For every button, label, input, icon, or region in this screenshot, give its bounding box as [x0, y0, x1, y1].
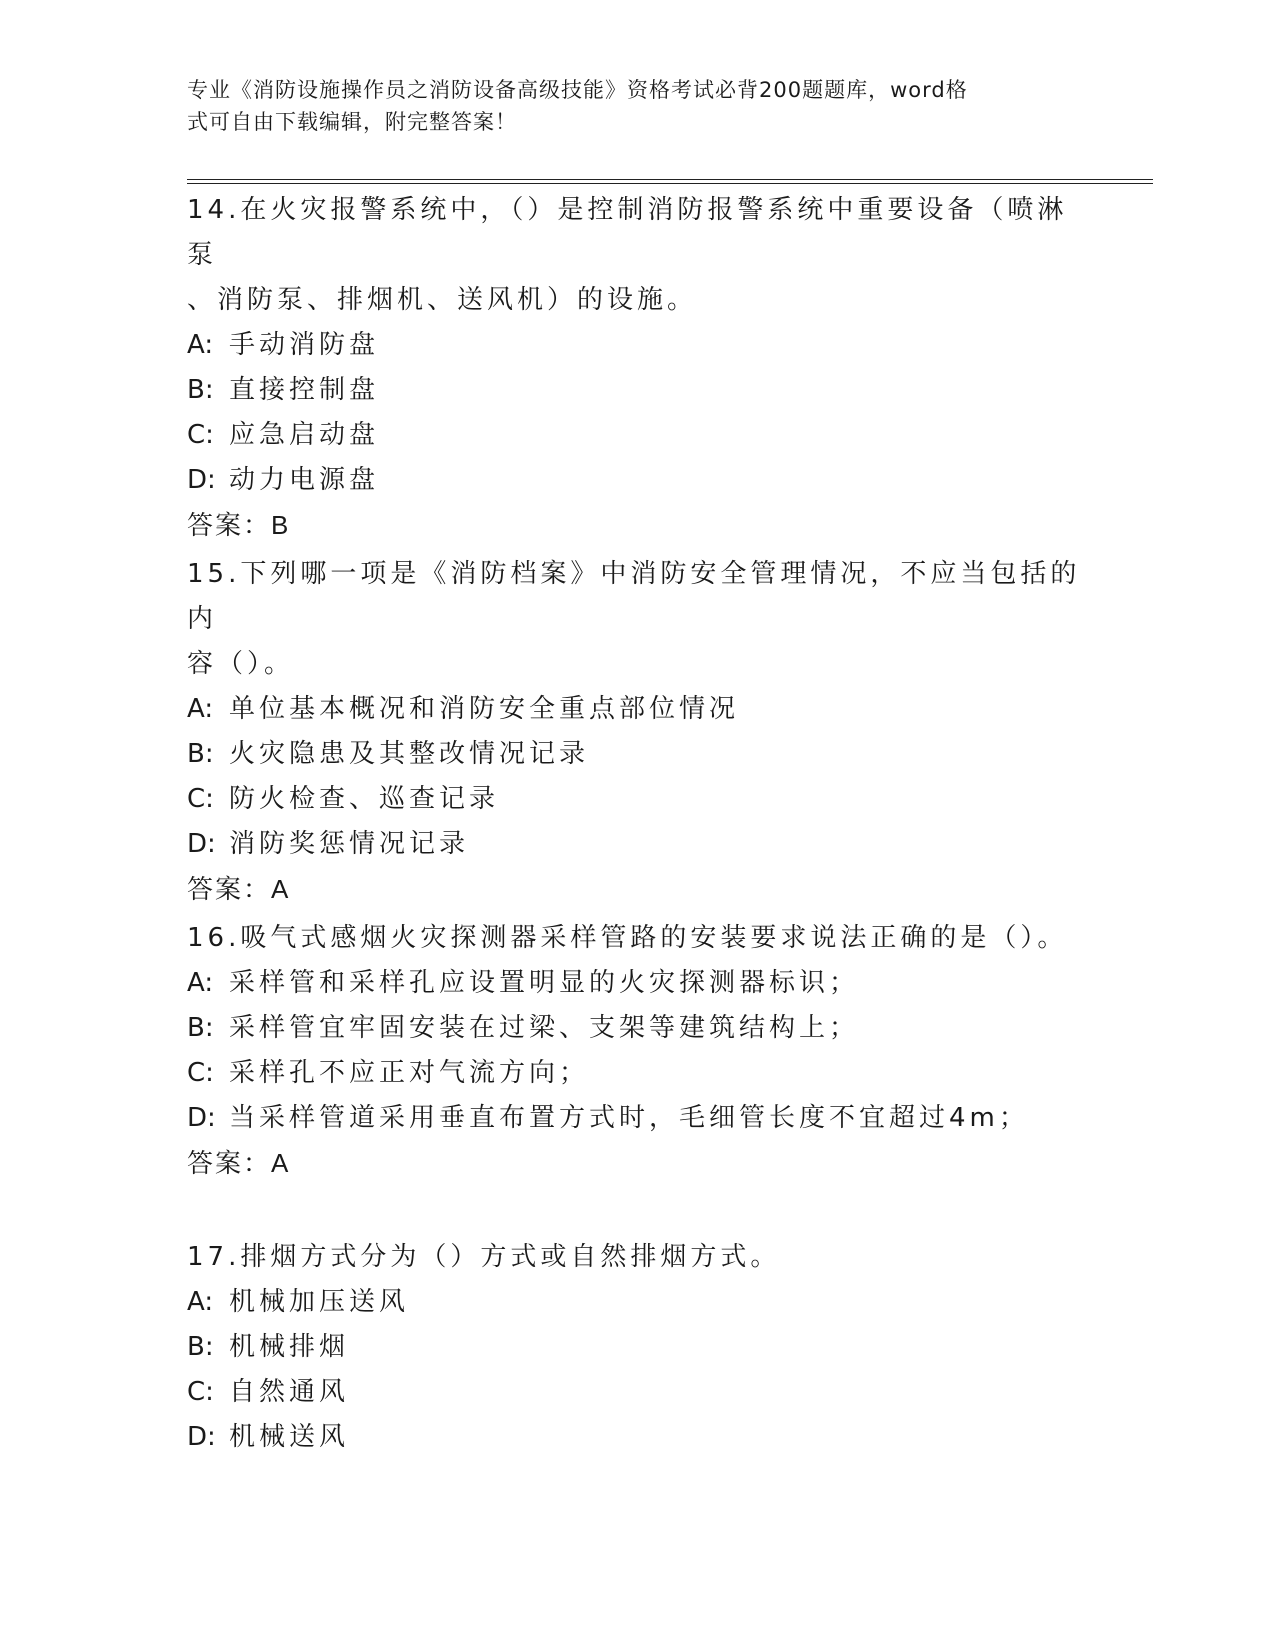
option-b — [187, 1006, 1087, 1051]
option-key: B: — [187, 1013, 214, 1043]
question-stem: 15.下列哪一项是《消防档案》中消防安全管理情况，不应当包括的内 — [187, 559, 1081, 634]
option-text: 自然通风 — [229, 1377, 350, 1407]
option-key: A: — [187, 694, 214, 724]
option-text: 机械加压送风 — [229, 1287, 410, 1317]
option-c — [187, 413, 1087, 458]
option-text: 防火检查、巡查记录 — [229, 784, 500, 814]
option-text: 机械送风 — [229, 1422, 350, 1452]
header-line-1: 专业《消防设施操作员之消防设备高级技能》资格考试必背200题题库，word格 — [187, 78, 968, 102]
option-d — [187, 1096, 1087, 1141]
option-text: 采样孔不应正对气流方向； — [229, 1058, 590, 1088]
question-stem-continued: 容（）。 — [187, 649, 295, 679]
option-c — [187, 1370, 1087, 1415]
option-key: B: — [187, 739, 214, 769]
option-key: C: — [187, 1058, 214, 1088]
document-header — [187, 74, 1087, 138]
option-key: A: — [187, 330, 214, 360]
question-stem: 16.吸气式感烟火灾探测器采样管路的安装要求说法正确的是（）。 — [187, 923, 1068, 953]
option-a — [187, 961, 1087, 1006]
question-16 — [187, 916, 1087, 1186]
answer-line: 答案：B — [187, 510, 291, 540]
option-text: 采样管和采样孔应设置明显的火灾探测器标识； — [229, 968, 860, 998]
option-key: A: — [187, 968, 214, 998]
header-divider-top — [187, 179, 1153, 180]
option-b — [187, 368, 1087, 413]
option-text: 消防奖惩情况记录 — [229, 829, 470, 859]
option-key: D: — [187, 465, 216, 495]
option-a — [187, 687, 1087, 732]
option-c — [187, 777, 1087, 822]
question-stem: 17.排烟方式分为（）方式或自然排烟方式。 — [187, 1242, 781, 1272]
option-key: A: — [187, 1287, 214, 1317]
option-text: 动力电源盘 — [229, 465, 380, 495]
option-text: 火灾隐患及其整改情况记录 — [229, 739, 590, 769]
option-c — [187, 1051, 1087, 1096]
question-stem: 14.在火灾报警系统中，（）是控制消防报警系统中重要设备（喷淋泵 — [187, 195, 1068, 270]
option-text: 手动消防盘 — [229, 330, 380, 360]
question-stem-continued: 、消防泵、排烟机、送风机）的设施。 — [187, 285, 698, 315]
option-d — [187, 822, 1087, 867]
option-text: 单位基本概况和消防安全重点部位情况 — [229, 694, 740, 724]
answer-line: 答案：A — [187, 1148, 291, 1178]
option-key: C: — [187, 784, 214, 814]
question-17 — [187, 1235, 1087, 1460]
header-divider-bottom — [187, 183, 1153, 184]
option-key: B: — [187, 375, 214, 405]
option-b — [187, 732, 1087, 777]
option-text: 应急启动盘 — [229, 420, 380, 450]
option-b — [187, 1325, 1087, 1370]
option-text: 机械排烟 — [229, 1332, 350, 1362]
option-text: 采样管宜牢固安装在过梁、支架等建筑结构上； — [229, 1013, 860, 1043]
answer-line: 答案：A — [187, 874, 291, 904]
option-key: D: — [187, 1103, 216, 1133]
option-key: B: — [187, 1332, 214, 1362]
option-key: C: — [187, 420, 214, 450]
option-d — [187, 1415, 1087, 1460]
option-a — [187, 323, 1087, 368]
option-text: 直接控制盘 — [229, 375, 380, 405]
option-key: C: — [187, 1377, 214, 1407]
header-line-2: 式可自由下载编辑，附完整答案！ — [187, 110, 517, 134]
option-text: 当采样管道采用垂直布置方式时，毛细管长度不宜超过4m； — [229, 1103, 1029, 1133]
question-15 — [187, 552, 1087, 912]
question-14 — [187, 188, 1087, 548]
option-key: D: — [187, 829, 216, 859]
option-key: D: — [187, 1422, 216, 1452]
option-a — [187, 1280, 1087, 1325]
option-d — [187, 458, 1087, 503]
